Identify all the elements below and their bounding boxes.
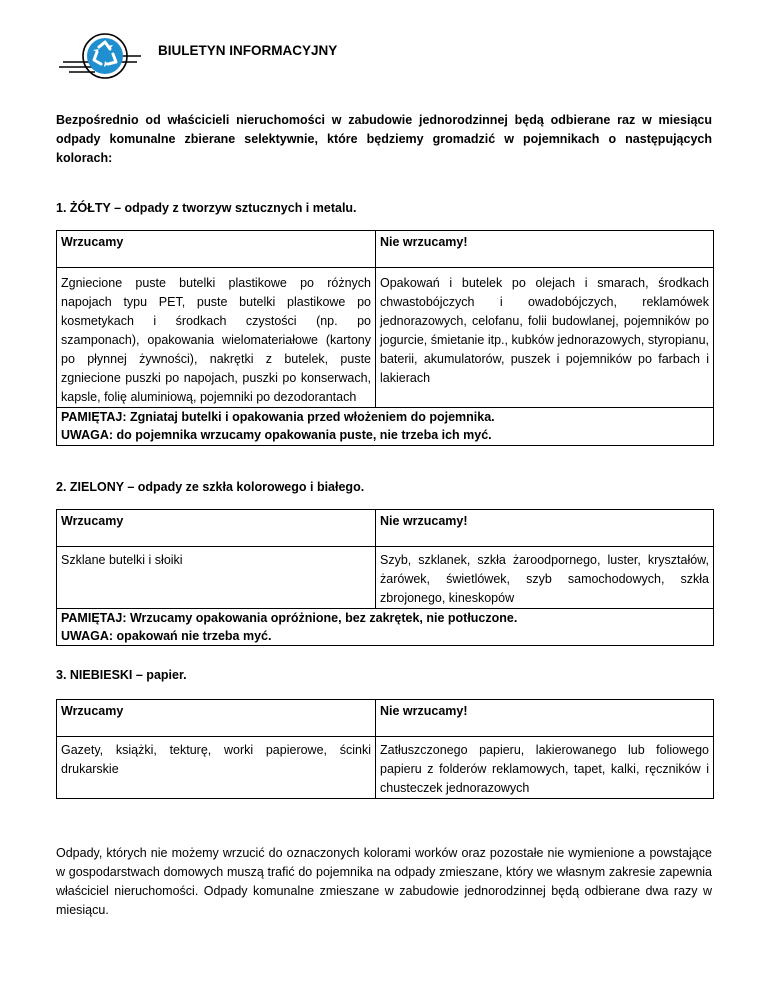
section-green-table — [56, 509, 714, 646]
table-row — [57, 268, 714, 408]
section-yellow-heading: 1. ŻÓŁTY – odpady z tworzyw sztucznych i metalu. — [56, 201, 357, 215]
table-row — [57, 737, 714, 799]
recycling-logo-icon — [55, 26, 145, 86]
allowed-items: Gazety, książki, tekturę, worki papierowe, ścinki drukarskie — [57, 737, 376, 799]
table-note-row — [57, 408, 714, 446]
remember-note: PAMIĘTAJ: Zgniataj butelki i opakowania przed włożeniem do pojemnika. — [61, 410, 495, 424]
warning-note: UWAGA: opakowań nie trzeba myć. — [61, 629, 272, 643]
bulletin-title: BIULETYN INFORMACYJNY — [158, 43, 338, 58]
section-blue-table — [56, 699, 714, 799]
table-row — [57, 547, 714, 609]
column-header-allowed: Wrzucamy — [57, 510, 376, 547]
column-header-allowed: Wrzucamy — [57, 700, 376, 737]
column-header-not-allowed: Nie wrzucamy! — [376, 510, 714, 547]
section-yellow-table — [56, 230, 714, 446]
table-header-row — [57, 700, 714, 737]
column-header-not-allowed: Nie wrzucamy! — [376, 231, 714, 268]
remember-note: PAMIĘTAJ: Wrzucamy opakowania opróżnione, bez zakrętek, nie potłuczone. — [61, 611, 518, 625]
column-header-not-allowed: Nie wrzucamy! — [376, 700, 714, 737]
warning-note: UWAGA: do pojemnika wrzucamy opakowania puste, nie trzeba ich myć. — [61, 428, 492, 442]
not-allowed-items: Szyb, szklanek, szkła żaroodpornego, luster, kryształów, żarówek, świetlówek, szyb samochodowych, szkła zbrojonego, kineskopów — [376, 547, 714, 609]
not-allowed-items: Opakowań i butelek po olejach i smarach, środkach chwastobójczych i owadobójczych, reklamówek jednorazowych, celofanu, folii budowlanej, pojemników po jogurcie, śmietanie itp., kubków jednorazowych, styropianu, baterii, akumulatorów, puszek i pojemników po farbach i lakierach — [376, 268, 714, 408]
section-blue-heading: 3. NIEBIESKI – papier. — [56, 668, 187, 682]
note-cell — [57, 609, 714, 646]
allowed-items: Szklane butelki i słoiki — [57, 547, 376, 609]
column-header-allowed: Wrzucamy — [57, 231, 376, 268]
allowed-items: Zgniecione puste butelki plastikowe po różnych napojach typu PET, puste butelki plastikowe po kosmetykach i środkach czystości (np. po szamponach), opakowania wielomateriałowe (kartony po płynnej żywności), nakrętki z butelek, puste zgniecione puszki po napojach, puszki po konserwach, kapsle, folię aluminiową, pojemniki po dezodorantach — [57, 268, 376, 408]
intro-paragraph: Bezpośrednio od właścicieli nieruchomości w zabudowie jednorodzinnej będą odbierane raz w miesiącu odpady komunalne zbierane selektywnie, które będziemy gromadzić w pojemnikach o następujących kolorach: — [56, 113, 712, 165]
note-cell — [57, 408, 714, 446]
table-header-row — [57, 231, 714, 268]
not-allowed-items: Zatłuszczonego papieru, lakierowanego lub foliowego papieru z folderów reklamowych, tapet, kalki, ręczników i chusteczek jednorazowych — [376, 737, 714, 799]
table-note-row — [57, 609, 714, 646]
closing-paragraph: Odpady, których nie możemy wrzucić do oznaczonych kolorami worków oraz pozostałe nie wymienione a powstające w gospodarstwach domowych muszą trafić do pojemnika na odpady zmieszane, który we własnym zakresie zapewnia właściciel nieruchomości. Odpady komunalne zmieszane w zabudowie jednorodzinnej będą odbierane dwa razy w miesiącu. — [56, 846, 712, 917]
table-header-row — [57, 510, 714, 547]
section-green-heading: 2. ZIELONY – odpady ze szkła kolorowego i białego. — [56, 480, 365, 494]
